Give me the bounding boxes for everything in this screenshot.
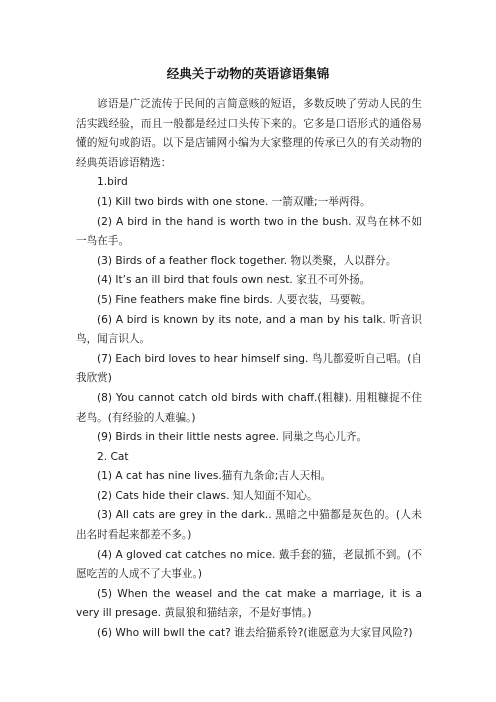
- proverb-item: (4) It’s an ill bird that fouls own nest. 家丑不可外扬。: [97, 274, 371, 287]
- proverb-item: (1) Kill two birds with one stone. 一箭双雕;一举两得。: [97, 195, 371, 208]
- proverb-item: (7) Each bird loves to hear himself sing. 鸟儿都爱听自己唱。(自我欣赏): [76, 352, 422, 385]
- document-body: [76, 95, 422, 644]
- proverb-item: (2) Cats hide their claws. 知人知面不知心。: [97, 489, 318, 502]
- proverb-item: (9) Birds in their little nests agree. 同巢之鸟心儿齐。: [97, 431, 368, 444]
- proverb-item: (5) Fine feathers make fine birds. 人要衣装，马要鞍。: [97, 293, 372, 306]
- proverb-item: (5) When the weasel and the cat make a marriage, it is a very ill presage. 黄鼠狼和猫结亲，不是好事情。): [76, 587, 422, 620]
- intro-paragraph: 谚语是广泛流传于民间的言简意赅的短语，多数反映了劳动人民的生活实践经验，而且一般都是经过口头传下来的。它多是口语形式的通俗易懂的短句或韵语。以下是店铺网小编为大家整理的传承已久的有关动物的经典英语谚语精选：: [76, 98, 422, 169]
- section-heading-cat: 2. Cat: [97, 450, 129, 463]
- proverb-item: (3) Birds of a feather flock together. 物以类聚，人以群分。: [97, 254, 397, 267]
- proverb-item: (6) Who will bwll the cat? 谁去给猫系铃?(谁愿意为大家冒风险?): [97, 627, 413, 640]
- proverb-item: (6) A bird is known by its note, and a man by his talk. 听音识鸟，闻言识人。: [76, 313, 422, 346]
- page-title: 经典关于动物的英语谚语集锦: [166, 66, 330, 81]
- proverb-item: (1) A cat has nine lives.猫有九条命;吉人天相。: [97, 470, 332, 483]
- section-heading-bird: 1.bird: [97, 176, 128, 189]
- proverb-item: (8) You cannot catch old birds with chaff.(粗糠). 用粗糠捉不住老鸟。(有经验的人难骗。): [76, 391, 422, 424]
- proverb-item: (3) All cats are grey in the dark.. 黑暗之中猫都是灰色的。(人未出名时看起来都差不多。): [76, 509, 422, 542]
- proverb-item: (2) A bird in the hand is worth two in the bush. 双鸟在林不如一鸟在手。: [76, 215, 422, 248]
- proverb-item: (4) A gloved cat catches no mice. 戴手套的猫，老鼠抓不到。(不愿吃苦的人成不了大事业。): [76, 548, 422, 581]
